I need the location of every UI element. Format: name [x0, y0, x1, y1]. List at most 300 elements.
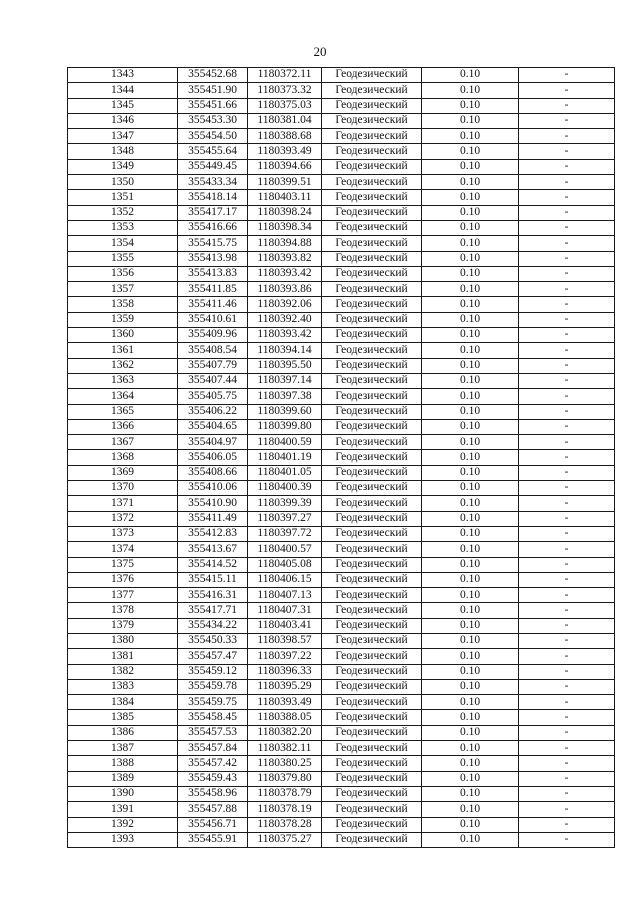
table-row [68, 741, 615, 756]
page-number: 20 [313, 44, 327, 59]
point-number-cell: 1349 [68, 159, 178, 174]
table-row [68, 83, 615, 98]
method-cell: Геодезический [322, 832, 422, 847]
x-coordinate-cell: 355408.66 [178, 465, 248, 480]
x-coordinate-cell: 355417.17 [178, 205, 248, 220]
method-cell: Геодезический [322, 511, 422, 526]
description-cell: - [519, 373, 615, 388]
x-coordinate-cell: 355416.66 [178, 220, 248, 235]
x-coordinate-cell: 355451.90 [178, 83, 248, 98]
x-coordinate-cell: 355404.97 [178, 435, 248, 450]
y-coordinate-cell: 1180381.04 [248, 113, 322, 128]
description-cell: - [519, 557, 615, 572]
y-coordinate-cell: 1180388.05 [248, 710, 322, 725]
point-number-cell: 1385 [68, 710, 178, 725]
point-number-cell: 1390 [68, 786, 178, 801]
description-cell: - [519, 159, 615, 174]
x-coordinate-cell: 355410.61 [178, 312, 248, 327]
accuracy-cell: 0.10 [422, 481, 519, 496]
x-coordinate-cell: 355411.49 [178, 511, 248, 526]
x-coordinate-cell: 355457.42 [178, 756, 248, 771]
table-row [68, 435, 615, 450]
accuracy-cell: 0.10 [422, 588, 519, 603]
y-coordinate-cell: 1180401.19 [248, 450, 322, 465]
method-cell: Геодезический [322, 175, 422, 190]
table-row [68, 251, 615, 266]
accuracy-cell: 0.10 [422, 373, 519, 388]
description-cell: - [519, 205, 615, 220]
description-cell: - [519, 710, 615, 725]
y-coordinate-cell: 1180401.05 [248, 465, 322, 480]
description-cell: - [519, 358, 615, 373]
point-number-cell: 1348 [68, 144, 178, 159]
point-number-cell: 1384 [68, 695, 178, 710]
description-cell: - [519, 649, 615, 664]
method-cell: Геодезический [322, 83, 422, 98]
table-row [68, 496, 615, 511]
point-number-cell: 1387 [68, 741, 178, 756]
description-cell: - [519, 312, 615, 327]
accuracy-cell: 0.10 [422, 266, 519, 281]
accuracy-cell: 0.10 [422, 129, 519, 144]
y-coordinate-cell: 1180379.80 [248, 771, 322, 786]
point-number-cell: 1355 [68, 251, 178, 266]
description-cell: - [519, 83, 615, 98]
method-cell: Геодезический [322, 633, 422, 648]
table-row [68, 205, 615, 220]
method-cell: Геодезический [322, 710, 422, 725]
table-row [68, 220, 615, 235]
accuracy-cell: 0.10 [422, 802, 519, 817]
accuracy-cell: 0.10 [422, 679, 519, 694]
y-coordinate-cell: 1180399.39 [248, 496, 322, 511]
description-cell: - [519, 68, 615, 83]
accuracy-cell: 0.10 [422, 205, 519, 220]
description-cell: - [519, 129, 615, 144]
table-row [68, 756, 615, 771]
method-cell: Геодезический [322, 618, 422, 633]
point-number-cell: 1383 [68, 679, 178, 694]
description-cell: - [519, 695, 615, 710]
description-cell: - [519, 343, 615, 358]
point-number-cell: 1376 [68, 572, 178, 587]
accuracy-cell: 0.10 [422, 297, 519, 312]
y-coordinate-cell: 1180375.03 [248, 98, 322, 113]
description-cell: - [519, 664, 615, 679]
description-cell: - [519, 496, 615, 511]
y-coordinate-cell: 1180393.86 [248, 282, 322, 297]
accuracy-cell: 0.10 [422, 526, 519, 541]
point-number-cell: 1388 [68, 756, 178, 771]
description-cell: - [519, 725, 615, 740]
x-coordinate-cell: 355411.85 [178, 282, 248, 297]
table-row [68, 603, 615, 618]
table-row [68, 343, 615, 358]
table-row [68, 159, 615, 174]
table-row [68, 297, 615, 312]
method-cell: Геодезический [322, 542, 422, 557]
method-cell: Геодезический [322, 450, 422, 465]
accuracy-cell: 0.10 [422, 159, 519, 174]
accuracy-cell: 0.10 [422, 756, 519, 771]
description-cell: - [519, 771, 615, 786]
method-cell: Геодезический [322, 526, 422, 541]
description-cell: - [519, 113, 615, 128]
table-row [68, 695, 615, 710]
x-coordinate-cell: 355413.67 [178, 542, 248, 557]
method-cell: Геодезический [322, 266, 422, 281]
y-coordinate-cell: 1180382.11 [248, 741, 322, 756]
method-cell: Геодезический [322, 190, 422, 205]
x-coordinate-cell: 355415.11 [178, 572, 248, 587]
accuracy-cell: 0.10 [422, 741, 519, 756]
x-coordinate-cell: 355408.54 [178, 343, 248, 358]
accuracy-cell: 0.10 [422, 282, 519, 297]
y-coordinate-cell: 1180394.66 [248, 159, 322, 174]
table-row [68, 266, 615, 281]
point-number-cell: 1345 [68, 98, 178, 113]
x-coordinate-cell: 355411.46 [178, 297, 248, 312]
point-number-cell: 1379 [68, 618, 178, 633]
accuracy-cell: 0.10 [422, 557, 519, 572]
y-coordinate-cell: 1180407.13 [248, 588, 322, 603]
description-cell: - [519, 266, 615, 281]
description-cell: - [519, 817, 615, 832]
accuracy-cell: 0.10 [422, 389, 519, 404]
table-row [68, 190, 615, 205]
description-cell: - [519, 481, 615, 496]
method-cell: Геодезический [322, 205, 422, 220]
y-coordinate-cell: 1180393.82 [248, 251, 322, 266]
table-row [68, 175, 615, 190]
point-number-cell: 1381 [68, 649, 178, 664]
method-cell: Геодезический [322, 802, 422, 817]
y-coordinate-cell: 1180407.31 [248, 603, 322, 618]
point-number-cell: 1370 [68, 481, 178, 496]
point-number-cell: 1369 [68, 465, 178, 480]
table-row [68, 664, 615, 679]
point-number-cell: 1357 [68, 282, 178, 297]
point-number-cell: 1368 [68, 450, 178, 465]
accuracy-cell: 0.10 [422, 113, 519, 128]
x-coordinate-cell: 355410.06 [178, 481, 248, 496]
x-coordinate-cell: 355453.30 [178, 113, 248, 128]
table-row [68, 373, 615, 388]
x-coordinate-cell: 355455.91 [178, 832, 248, 847]
y-coordinate-cell: 1180375.27 [248, 832, 322, 847]
point-number-cell: 1392 [68, 817, 178, 832]
method-cell: Геодезический [322, 572, 422, 587]
description-cell: - [519, 526, 615, 541]
y-coordinate-cell: 1180397.14 [248, 373, 322, 388]
method-cell: Геодезический [322, 664, 422, 679]
method-cell: Геодезический [322, 771, 422, 786]
x-coordinate-cell: 355450.33 [178, 633, 248, 648]
table-row [68, 817, 615, 832]
description-cell: - [519, 603, 615, 618]
description-cell: - [519, 190, 615, 205]
point-number-cell: 1346 [68, 113, 178, 128]
point-number-cell: 1364 [68, 389, 178, 404]
table-row [68, 832, 615, 847]
method-cell: Геодезический [322, 113, 422, 128]
y-coordinate-cell: 1180405.08 [248, 557, 322, 572]
table-row [68, 419, 615, 434]
x-coordinate-cell: 355457.53 [178, 725, 248, 740]
y-coordinate-cell: 1180393.49 [248, 144, 322, 159]
x-coordinate-cell: 355433.34 [178, 175, 248, 190]
x-coordinate-cell: 355406.05 [178, 450, 248, 465]
x-coordinate-cell: 355407.79 [178, 358, 248, 373]
description-cell: - [519, 741, 615, 756]
description-cell: - [519, 236, 615, 251]
x-coordinate-cell: 355434.22 [178, 618, 248, 633]
table-row [68, 282, 615, 297]
accuracy-cell: 0.10 [422, 435, 519, 450]
table-row [68, 572, 615, 587]
x-coordinate-cell: 355457.88 [178, 802, 248, 817]
description-cell: - [519, 282, 615, 297]
x-coordinate-cell: 355406.22 [178, 404, 248, 419]
description-cell: - [519, 588, 615, 603]
y-coordinate-cell: 1180393.42 [248, 266, 322, 281]
x-coordinate-cell: 355413.98 [178, 251, 248, 266]
x-coordinate-cell: 355413.83 [178, 266, 248, 281]
accuracy-cell: 0.10 [422, 312, 519, 327]
y-coordinate-cell: 1180397.38 [248, 389, 322, 404]
description-cell: - [519, 465, 615, 480]
point-number-cell: 1359 [68, 312, 178, 327]
method-cell: Геодезический [322, 741, 422, 756]
table-row [68, 526, 615, 541]
y-coordinate-cell: 1180399.80 [248, 419, 322, 434]
description-cell: - [519, 220, 615, 235]
y-coordinate-cell: 1180378.79 [248, 786, 322, 801]
accuracy-cell: 0.10 [422, 572, 519, 587]
y-coordinate-cell: 1180399.51 [248, 175, 322, 190]
accuracy-cell: 0.10 [422, 542, 519, 557]
y-coordinate-cell: 1180397.72 [248, 526, 322, 541]
x-coordinate-cell: 355417.71 [178, 603, 248, 618]
accuracy-cell: 0.10 [422, 98, 519, 113]
accuracy-cell: 0.10 [422, 817, 519, 832]
point-number-cell: 1352 [68, 205, 178, 220]
x-coordinate-cell: 355459.78 [178, 679, 248, 694]
accuracy-cell: 0.10 [422, 465, 519, 480]
y-coordinate-cell: 1180398.24 [248, 205, 322, 220]
method-cell: Геодезический [322, 343, 422, 358]
table-row [68, 328, 615, 343]
table-row [68, 450, 615, 465]
table-row [68, 786, 615, 801]
x-coordinate-cell: 355407.44 [178, 373, 248, 388]
accuracy-cell: 0.10 [422, 633, 519, 648]
y-coordinate-cell: 1180398.57 [248, 633, 322, 648]
x-coordinate-cell: 355416.31 [178, 588, 248, 603]
x-coordinate-cell: 355459.43 [178, 771, 248, 786]
point-number-cell: 1361 [68, 343, 178, 358]
x-coordinate-cell: 355457.84 [178, 741, 248, 756]
accuracy-cell: 0.10 [422, 649, 519, 664]
point-number-cell: 1375 [68, 557, 178, 572]
method-cell: Геодезический [322, 419, 422, 434]
description-cell: - [519, 389, 615, 404]
method-cell: Геодезический [322, 695, 422, 710]
table-row [68, 771, 615, 786]
method-cell: Геодезический [322, 282, 422, 297]
accuracy-cell: 0.10 [422, 175, 519, 190]
coordinates-table-body [68, 68, 615, 848]
y-coordinate-cell: 1180393.42 [248, 328, 322, 343]
method-cell: Геодезический [322, 159, 422, 174]
table-row [68, 404, 615, 419]
table-row [68, 98, 615, 113]
table-row [68, 113, 615, 128]
table-row [68, 144, 615, 159]
accuracy-cell: 0.10 [422, 83, 519, 98]
description-cell: - [519, 786, 615, 801]
description-cell: - [519, 297, 615, 312]
method-cell: Геодезический [322, 358, 422, 373]
x-coordinate-cell: 355459.12 [178, 664, 248, 679]
table-row [68, 542, 615, 557]
description-cell: - [519, 511, 615, 526]
point-number-cell: 1353 [68, 220, 178, 235]
point-number-cell: 1382 [68, 664, 178, 679]
point-number-cell: 1380 [68, 633, 178, 648]
x-coordinate-cell: 355458.96 [178, 786, 248, 801]
y-coordinate-cell: 1180399.60 [248, 404, 322, 419]
method-cell: Геодезический [322, 465, 422, 480]
table-row [68, 481, 615, 496]
table-row [68, 802, 615, 817]
method-cell: Геодезический [322, 297, 422, 312]
table-row [68, 618, 615, 633]
point-number-cell: 1360 [68, 328, 178, 343]
y-coordinate-cell: 1180406.15 [248, 572, 322, 587]
accuracy-cell: 0.10 [422, 771, 519, 786]
accuracy-cell: 0.10 [422, 496, 519, 511]
y-coordinate-cell: 1180397.22 [248, 649, 322, 664]
method-cell: Геодезический [322, 786, 422, 801]
table-row [68, 633, 615, 648]
accuracy-cell: 0.10 [422, 419, 519, 434]
accuracy-cell: 0.10 [422, 190, 519, 205]
x-coordinate-cell: 355414.52 [178, 557, 248, 572]
y-coordinate-cell: 1180393.49 [248, 695, 322, 710]
description-cell: - [519, 404, 615, 419]
point-number-cell: 1365 [68, 404, 178, 419]
x-coordinate-cell: 355415.75 [178, 236, 248, 251]
y-coordinate-cell: 1180388.68 [248, 129, 322, 144]
accuracy-cell: 0.10 [422, 832, 519, 847]
method-cell: Геодезический [322, 603, 422, 618]
y-coordinate-cell: 1180400.59 [248, 435, 322, 450]
y-coordinate-cell: 1180373.32 [248, 83, 322, 98]
table-row [68, 710, 615, 725]
table-row [68, 649, 615, 664]
description-cell: - [519, 756, 615, 771]
point-number-cell: 1367 [68, 435, 178, 450]
point-number-cell: 1350 [68, 175, 178, 190]
method-cell: Геодезический [322, 251, 422, 266]
method-cell: Геодезический [322, 144, 422, 159]
x-coordinate-cell: 355412.83 [178, 526, 248, 541]
point-number-cell: 1347 [68, 129, 178, 144]
y-coordinate-cell: 1180396.33 [248, 664, 322, 679]
method-cell: Геодезический [322, 756, 422, 771]
method-cell: Геодезический [322, 817, 422, 832]
x-coordinate-cell: 355458.45 [178, 710, 248, 725]
coordinates-table [67, 67, 615, 848]
table-row [68, 588, 615, 603]
point-number-cell: 1356 [68, 266, 178, 281]
point-number-cell: 1386 [68, 725, 178, 740]
accuracy-cell: 0.10 [422, 220, 519, 235]
method-cell: Геодезический [322, 649, 422, 664]
description-cell: - [519, 802, 615, 817]
point-number-cell: 1343 [68, 68, 178, 83]
point-number-cell: 1377 [68, 588, 178, 603]
point-number-cell: 1358 [68, 297, 178, 312]
point-number-cell: 1372 [68, 511, 178, 526]
method-cell: Геодезический [322, 557, 422, 572]
x-coordinate-cell: 355409.96 [178, 328, 248, 343]
x-coordinate-cell: 355449.45 [178, 159, 248, 174]
x-coordinate-cell: 355410.90 [178, 496, 248, 511]
y-coordinate-cell: 1180398.34 [248, 220, 322, 235]
accuracy-cell: 0.10 [422, 786, 519, 801]
y-coordinate-cell: 1180400.57 [248, 542, 322, 557]
accuracy-cell: 0.10 [422, 603, 519, 618]
description-cell: - [519, 542, 615, 557]
description-cell: - [519, 618, 615, 633]
method-cell: Геодезический [322, 435, 422, 450]
method-cell: Геодезический [322, 679, 422, 694]
x-coordinate-cell: 355456.71 [178, 817, 248, 832]
x-coordinate-cell: 355459.75 [178, 695, 248, 710]
table-row [68, 312, 615, 327]
accuracy-cell: 0.10 [422, 68, 519, 83]
point-number-cell: 1393 [68, 832, 178, 847]
accuracy-cell: 0.10 [422, 664, 519, 679]
point-number-cell: 1371 [68, 496, 178, 511]
method-cell: Геодезический [322, 481, 422, 496]
description-cell: - [519, 572, 615, 587]
y-coordinate-cell: 1180395.50 [248, 358, 322, 373]
accuracy-cell: 0.10 [422, 450, 519, 465]
method-cell: Геодезический [322, 220, 422, 235]
y-coordinate-cell: 1180403.11 [248, 190, 322, 205]
table-row [68, 725, 615, 740]
point-number-cell: 1389 [68, 771, 178, 786]
description-cell: - [519, 450, 615, 465]
description-cell: - [519, 144, 615, 159]
y-coordinate-cell: 1180372.11 [248, 68, 322, 83]
table-row [68, 557, 615, 572]
x-coordinate-cell: 355455.64 [178, 144, 248, 159]
point-number-cell: 1374 [68, 542, 178, 557]
description-cell: - [519, 435, 615, 450]
method-cell: Геодезический [322, 68, 422, 83]
point-number-cell: 1378 [68, 603, 178, 618]
accuracy-cell: 0.10 [422, 328, 519, 343]
point-number-cell: 1366 [68, 419, 178, 434]
method-cell: Геодезический [322, 496, 422, 511]
y-coordinate-cell: 1180394.88 [248, 236, 322, 251]
method-cell: Геодезический [322, 389, 422, 404]
method-cell: Геодезический [322, 236, 422, 251]
